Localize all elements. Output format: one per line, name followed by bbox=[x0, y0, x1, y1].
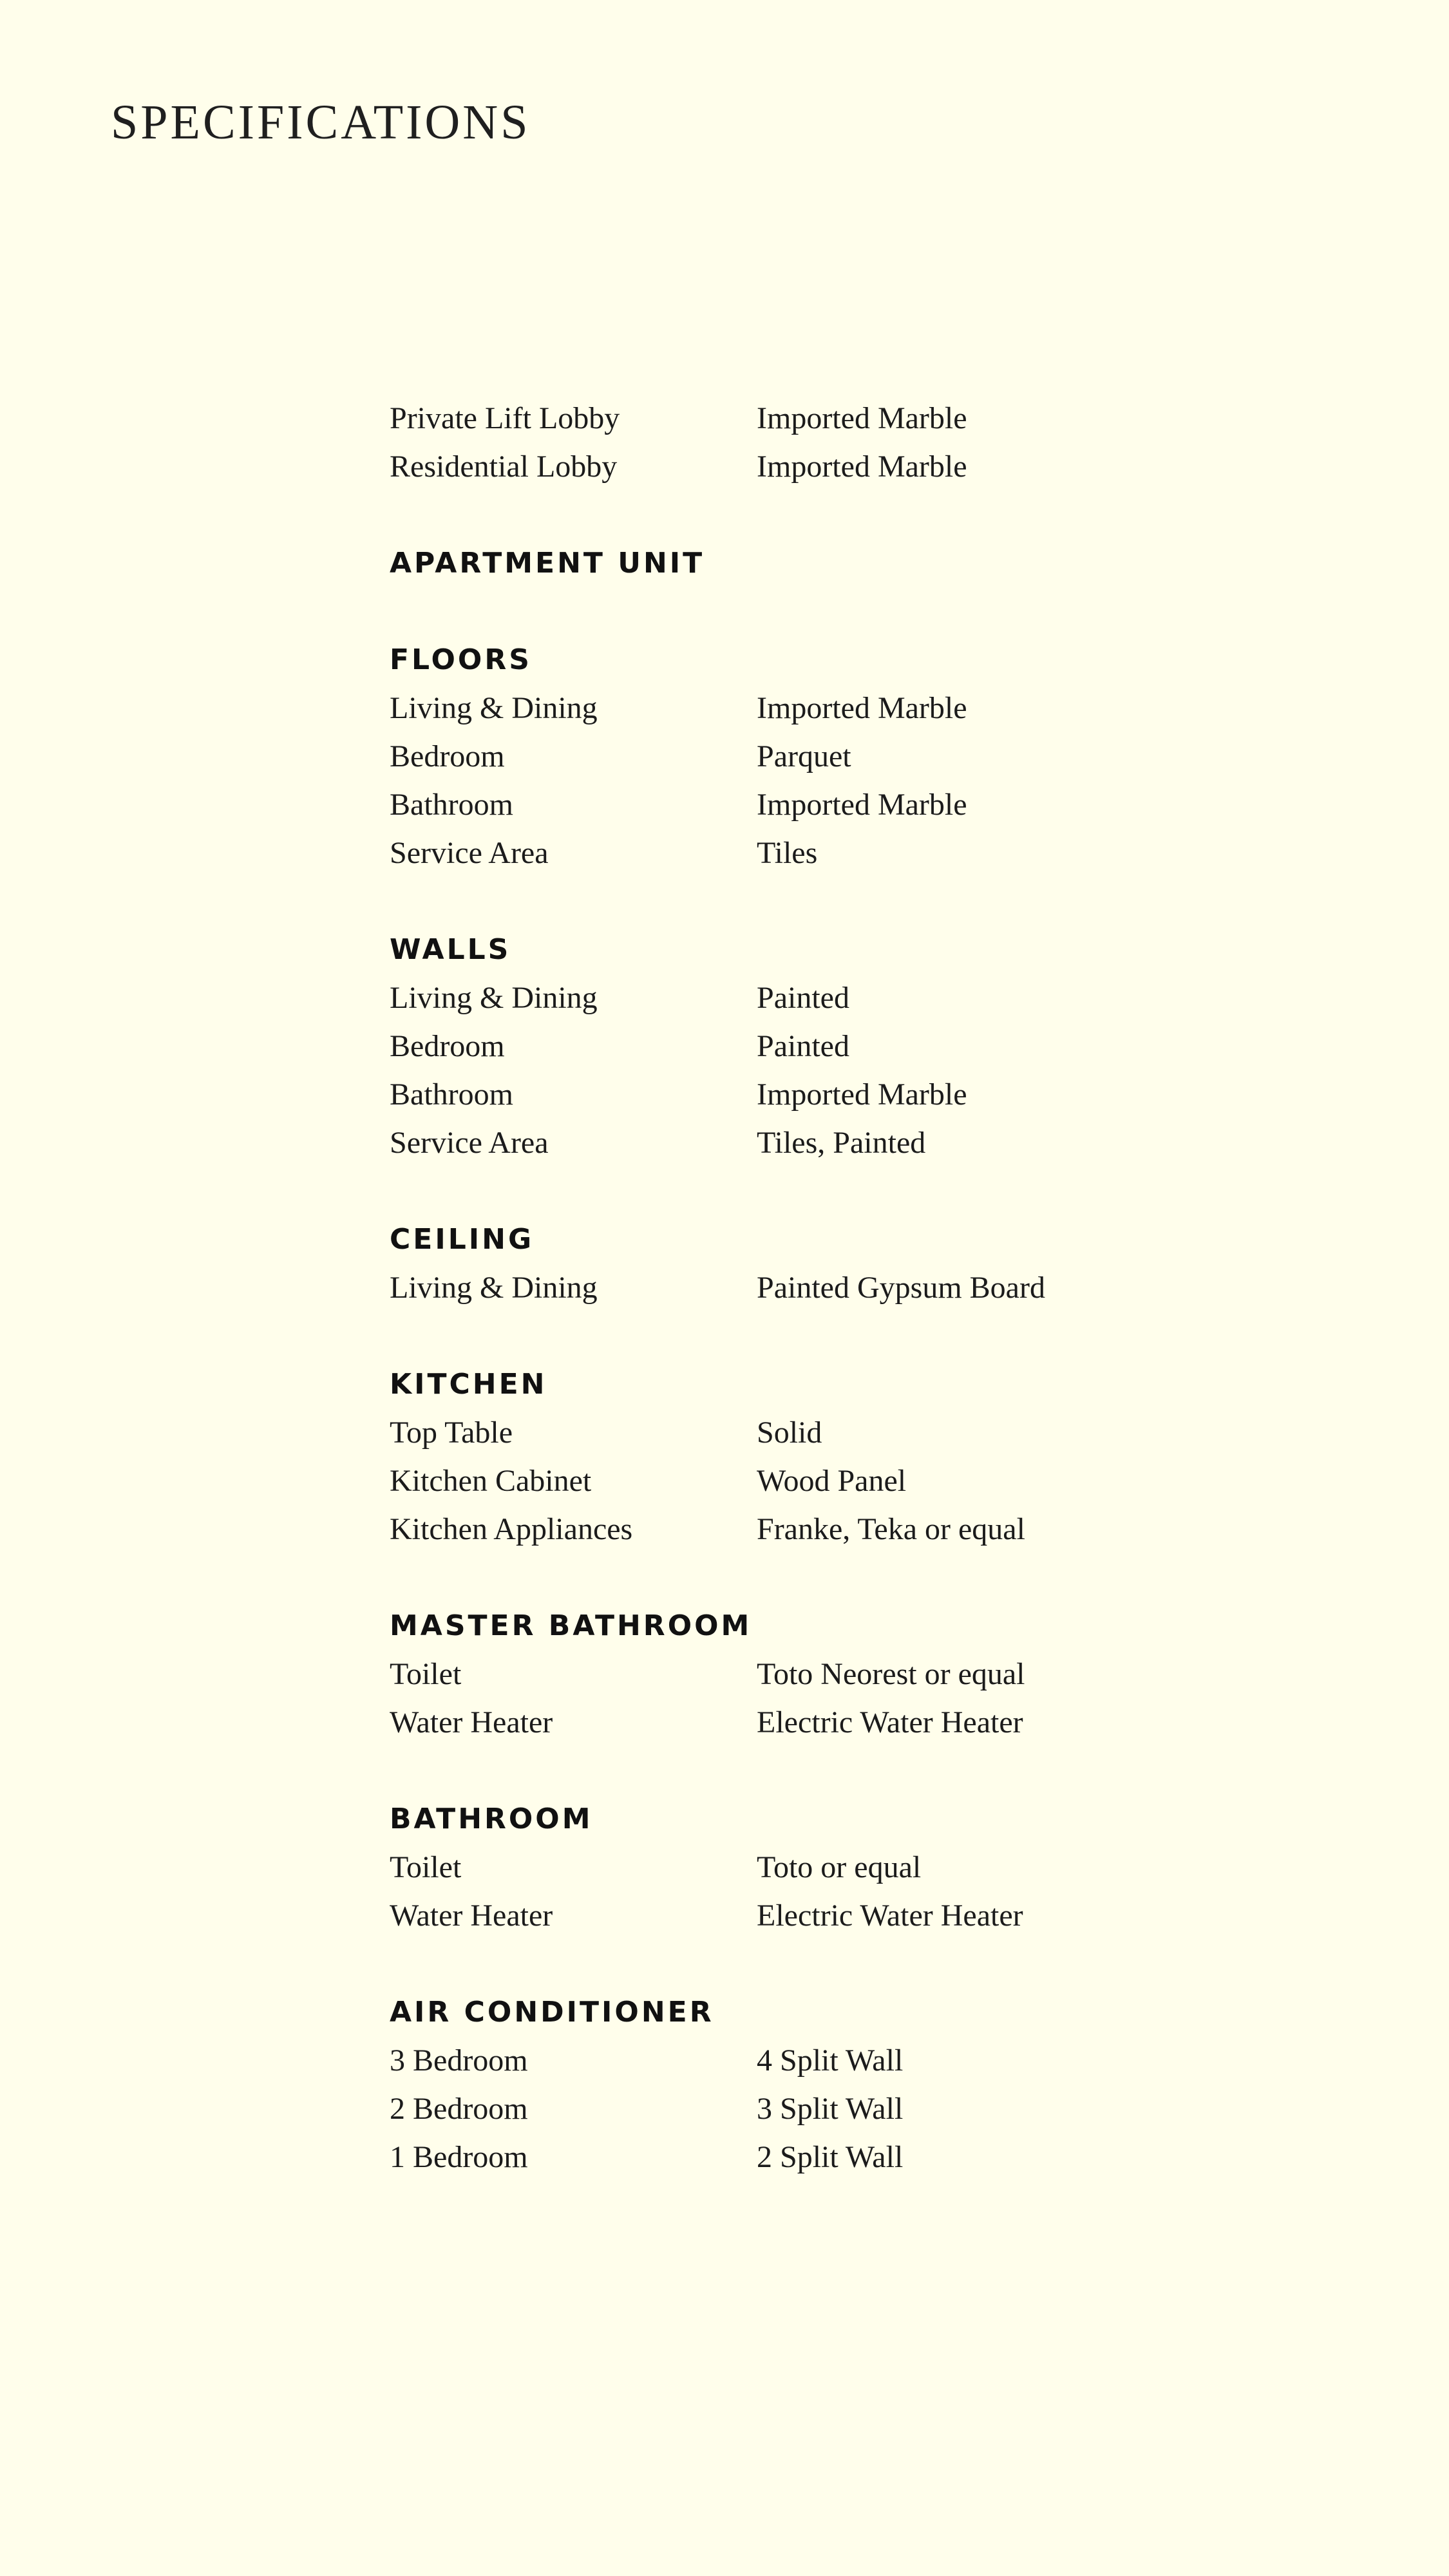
spec-label: Private Lift Lobby bbox=[390, 401, 620, 435]
spec-label: Kitchen Cabinet bbox=[390, 1464, 592, 1498]
spec-label: Bathroom bbox=[390, 1077, 513, 1112]
spec-value: Imported Marble bbox=[757, 788, 967, 822]
spec-label: Bathroom bbox=[390, 788, 513, 822]
spacer bbox=[390, 1747, 1291, 1795]
spec-label: Water Heater bbox=[390, 1899, 553, 1933]
spec-row bbox=[390, 1119, 1291, 1167]
spec-label: Living & Dining bbox=[390, 691, 598, 725]
spec-label: Bedroom bbox=[390, 1029, 505, 1063]
spec-value: Wood Panel bbox=[757, 1464, 907, 1498]
spec-label: 1 Bedroom bbox=[390, 2140, 528, 2174]
spec-label: Bedroom bbox=[390, 739, 505, 773]
spec-row bbox=[390, 1022, 1291, 1070]
spacer bbox=[390, 587, 1291, 636]
spec-label: Top Table bbox=[390, 1416, 513, 1450]
section-heading-kitchen: KITCHEN bbox=[390, 1368, 547, 1401]
apartment-unit-heading: APARTMENT UNIT bbox=[390, 547, 705, 580]
spec-label: Water Heater bbox=[390, 1705, 553, 1739]
spec-row bbox=[390, 732, 1291, 781]
spec-row bbox=[390, 1070, 1291, 1119]
spec-row bbox=[390, 684, 1291, 732]
spec-row bbox=[390, 974, 1291, 1022]
spec-value: Painted Gypsum Board bbox=[757, 1271, 1045, 1305]
spec-row bbox=[390, 1891, 1291, 1940]
spacer bbox=[390, 1312, 1291, 1360]
spec-label: Kitchen Appliances bbox=[390, 1512, 633, 1546]
spec-row bbox=[390, 1457, 1291, 1505]
spec-value: 4 Split Wall bbox=[757, 2043, 904, 2078]
page-title: SPECIFICATIONS bbox=[111, 95, 531, 149]
spacer bbox=[390, 1940, 1291, 1988]
spec-row bbox=[390, 829, 1291, 877]
spec-value: Painted bbox=[757, 1029, 849, 1063]
spec-row bbox=[390, 2036, 1291, 2085]
spec-row bbox=[390, 781, 1291, 829]
section-heading-walls: WALLS bbox=[390, 933, 511, 966]
spec-value: 2 Split Wall bbox=[757, 2140, 904, 2174]
spec-label: Service Area bbox=[390, 1126, 549, 1160]
spec-value: Tiles, Painted bbox=[757, 1126, 926, 1160]
spacer bbox=[390, 491, 1291, 539]
spec-value: Imported Marble bbox=[757, 450, 967, 484]
spec-value: Imported Marble bbox=[757, 1077, 967, 1112]
spec-row bbox=[390, 1505, 1291, 1553]
spec-row bbox=[390, 1650, 1291, 1698]
spec-label: Living & Dining bbox=[390, 981, 598, 1015]
section-heading-bathroom: BATHROOM bbox=[390, 1803, 593, 1835]
spec-label: 2 Bedroom bbox=[390, 2092, 528, 2126]
spec-row bbox=[390, 1408, 1291, 1457]
spec-label: 3 Bedroom bbox=[390, 2043, 528, 2078]
spacer bbox=[390, 877, 1291, 925]
spec-row bbox=[390, 1264, 1291, 1312]
spec-value: Electric Water Heater bbox=[757, 1705, 1023, 1739]
spec-row bbox=[390, 394, 1291, 442]
spec-row bbox=[390, 2133, 1291, 2181]
spec-label: Residential Lobby bbox=[390, 450, 618, 484]
spec-value: Painted bbox=[757, 981, 849, 1015]
spec-row bbox=[390, 442, 1291, 491]
spec-value: Parquet bbox=[757, 739, 851, 773]
section-heading-ceiling: CEILING bbox=[390, 1223, 535, 1256]
spec-value: Toto or equal bbox=[757, 1850, 922, 1884]
section-heading-floors: FLOORS bbox=[390, 643, 532, 676]
spec-value: 3 Split Wall bbox=[757, 2092, 904, 2126]
section-heading-air-conditioner: AIR CONDITIONER bbox=[390, 1996, 714, 2029]
spec-row bbox=[390, 1843, 1291, 1891]
spec-label: Living & Dining bbox=[390, 1271, 598, 1305]
spec-list bbox=[390, 394, 1291, 2181]
spec-label: Service Area bbox=[390, 836, 549, 870]
spec-label: Toilet bbox=[390, 1657, 462, 1691]
spec-row bbox=[390, 1698, 1291, 1747]
spec-value: Toto Neorest or equal bbox=[757, 1657, 1025, 1691]
spec-value: Tiles bbox=[757, 836, 818, 870]
section-heading-master-bathroom: MASTER BATHROOM bbox=[390, 1609, 752, 1642]
spec-label: Toilet bbox=[390, 1850, 462, 1884]
spec-value: Franke, Teka or equal bbox=[757, 1512, 1025, 1546]
spec-value: Solid bbox=[757, 1416, 822, 1450]
spec-value: Imported Marble bbox=[757, 401, 967, 435]
spec-value: Imported Marble bbox=[757, 691, 967, 725]
spec-row bbox=[390, 2085, 1291, 2133]
spec-value: Electric Water Heater bbox=[757, 1899, 1023, 1933]
spacer bbox=[390, 1167, 1291, 1215]
spacer bbox=[390, 1553, 1291, 1602]
